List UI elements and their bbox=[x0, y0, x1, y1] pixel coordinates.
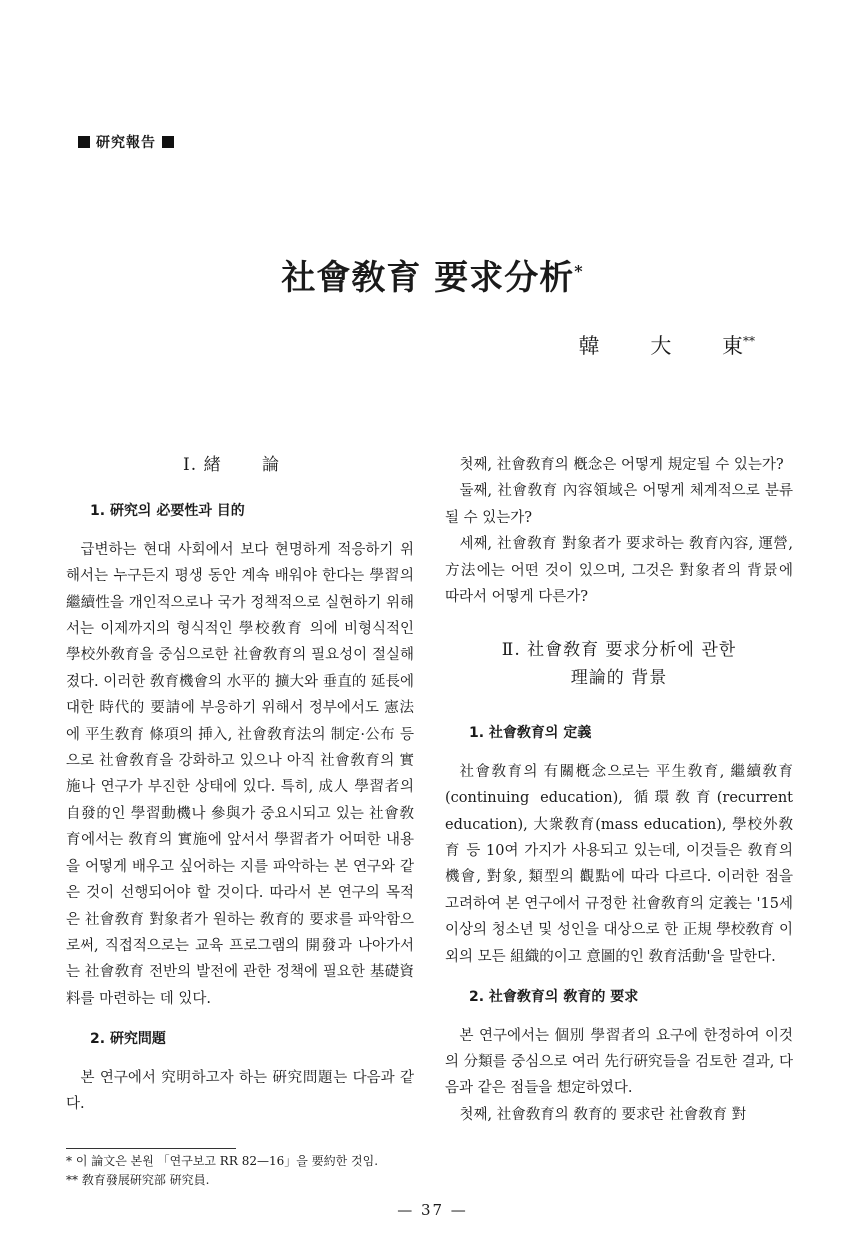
paper-title bbox=[0, 250, 865, 299]
author bbox=[579, 330, 755, 360]
right-column bbox=[445, 452, 793, 1128]
title-footnote-mark: * bbox=[574, 261, 584, 281]
subsection-heading-2-1: 1. 社會敎育의 定義 bbox=[469, 725, 592, 742]
subsection-heading-2-2: 2. 社會敎育의 敎育的 要求 bbox=[469, 989, 639, 1006]
section-label bbox=[78, 132, 174, 152]
paragraph-necessity: 급변하는 현대 사회에서 보다 현명하게 적응하기 위해서는 누구든지 평생 동안 계속 배워야 한다는 學習의 繼續性을 개인적으로나 국가 정책적으로 실현하기 위해서는 이제까지의 형식적인 學校敎育 의에 비형식적인 學校外敎育을 중심으로한 社會敎育의 필요성이 절실해졌다. 이러한 敎育機會의 水平的 擴大와 垂直的 延長에 대한 時代的 要請에 부응하기 위해서 정부에서도 憲法에 平生敎育 條項의 挿入, 社會敎育法의 制定·公布 등으로 社會敎育을 강화하고 있으나 아직 社會敎育의 實施나 연구가 부진한 상태에 있다. 특히, 成人 學習者의 自發的인 學習動機나 參與가 중요시되고 있는 社會敎育에서는 敎育의 實施에 앞서서 學習者가 어떠한 내용을 어떻게 배우고 싶어하는 지를 파악하는 본 연구와 같은 것이 선행되어야 할 것이다. 따라서 본 연구의 목적은 社會敎育 對象者가 원하는 敎育的 要求를 파악함으로써, 직접적으로는 교육 프로그램의 開發과 나아가서는 社會敎育 전반의 발전에 관한 정책에 필요한 基礎資料를 마련하는 데 있다. bbox=[66, 541, 414, 1007]
section-heading-1 bbox=[66, 452, 414, 478]
section-heading-1-text: 緖 論 bbox=[203, 455, 297, 475]
footnote-rule bbox=[66, 1148, 236, 1149]
paper-title-text: 社會敎育 要求分析 bbox=[281, 258, 575, 298]
research-question-3: 세째, 社會敎育 對象者가 要求하는 敎育內容, 運營, 方法에는 어떤 것이 있으며, 그것은 對象者의 背景에 따라서 어떻게 다른가? bbox=[445, 536, 793, 606]
page-number: — 37 — bbox=[397, 1201, 468, 1219]
footnote-1: * 이 論文은 본원 「연구보고 RR 82—16」을 要約한 것임. bbox=[66, 1154, 379, 1168]
square-bullet-icon bbox=[78, 136, 90, 148]
footnote-2: ** 敎育發展硏究部 硏究員. bbox=[66, 1173, 210, 1187]
research-question-1: 첫째, 社會敎育의 槪念은 어떻게 規定될 수 있는가? bbox=[459, 457, 784, 473]
paragraph-research-problem: 본 연구에서 究明하고자 하는 硏究問題는 다음과 같다. bbox=[66, 1069, 414, 1112]
paragraph-needs-first: 첫째, 社會敎育의 敎育的 要求란 社會敎育 對 bbox=[459, 1106, 747, 1123]
section-heading-2 bbox=[445, 636, 793, 692]
author-name: 韓 大 東 bbox=[578, 334, 743, 358]
subsection-heading-1-1: 1. 硏究의 必要性과 目的 bbox=[90, 503, 245, 520]
paragraph-definition: 社會敎育의 有關槪念으로는 平生敎育, 繼續敎育(continuing education), 循環敎育(recurrent education), 大衆敎育(mass education), 學校外敎育 등 10여 가지가 사용되고 있는데, 이것들은 敎育의 機會, 對象, 類型의 觀點에 따라 다르다. 이러한 점을 고려하여 본 연구에서 규정한 社會敎育의 定義는 '15세 이상의 청소년 및 성인을 대상으로 한 正規 學校敎育 이외의 모든 組織的이고 意圖的인 敎育活動'을 말한다. bbox=[445, 763, 793, 965]
left-column bbox=[66, 452, 414, 1117]
section-heading-2-line1: Ⅱ. 社會敎育 要求分析에 관한 bbox=[501, 640, 737, 661]
section-label-text: 研究報告 bbox=[96, 135, 156, 151]
footnotes bbox=[66, 1152, 378, 1190]
research-question-2: 둘째, 社會敎育 內容領域은 어떻게 체계적으로 분류될 수 있는가? bbox=[445, 483, 793, 526]
section-heading-2-line2: 理論的 背景 bbox=[570, 668, 668, 689]
subsection-heading-1-2: 2. 硏究問題 bbox=[90, 1031, 166, 1048]
author-footnote-mark: ** bbox=[743, 334, 755, 348]
section-heading-1-number: Ⅰ. bbox=[183, 455, 198, 475]
paragraph-needs: 본 연구에서는 個別 學習者의 요구에 한정하여 이것의 分類를 중심으로 여러 先行硏究들을 검토한 결과, 다음과 같은 점들을 想定하였다. bbox=[445, 1027, 793, 1097]
square-bullet-icon bbox=[162, 136, 174, 148]
